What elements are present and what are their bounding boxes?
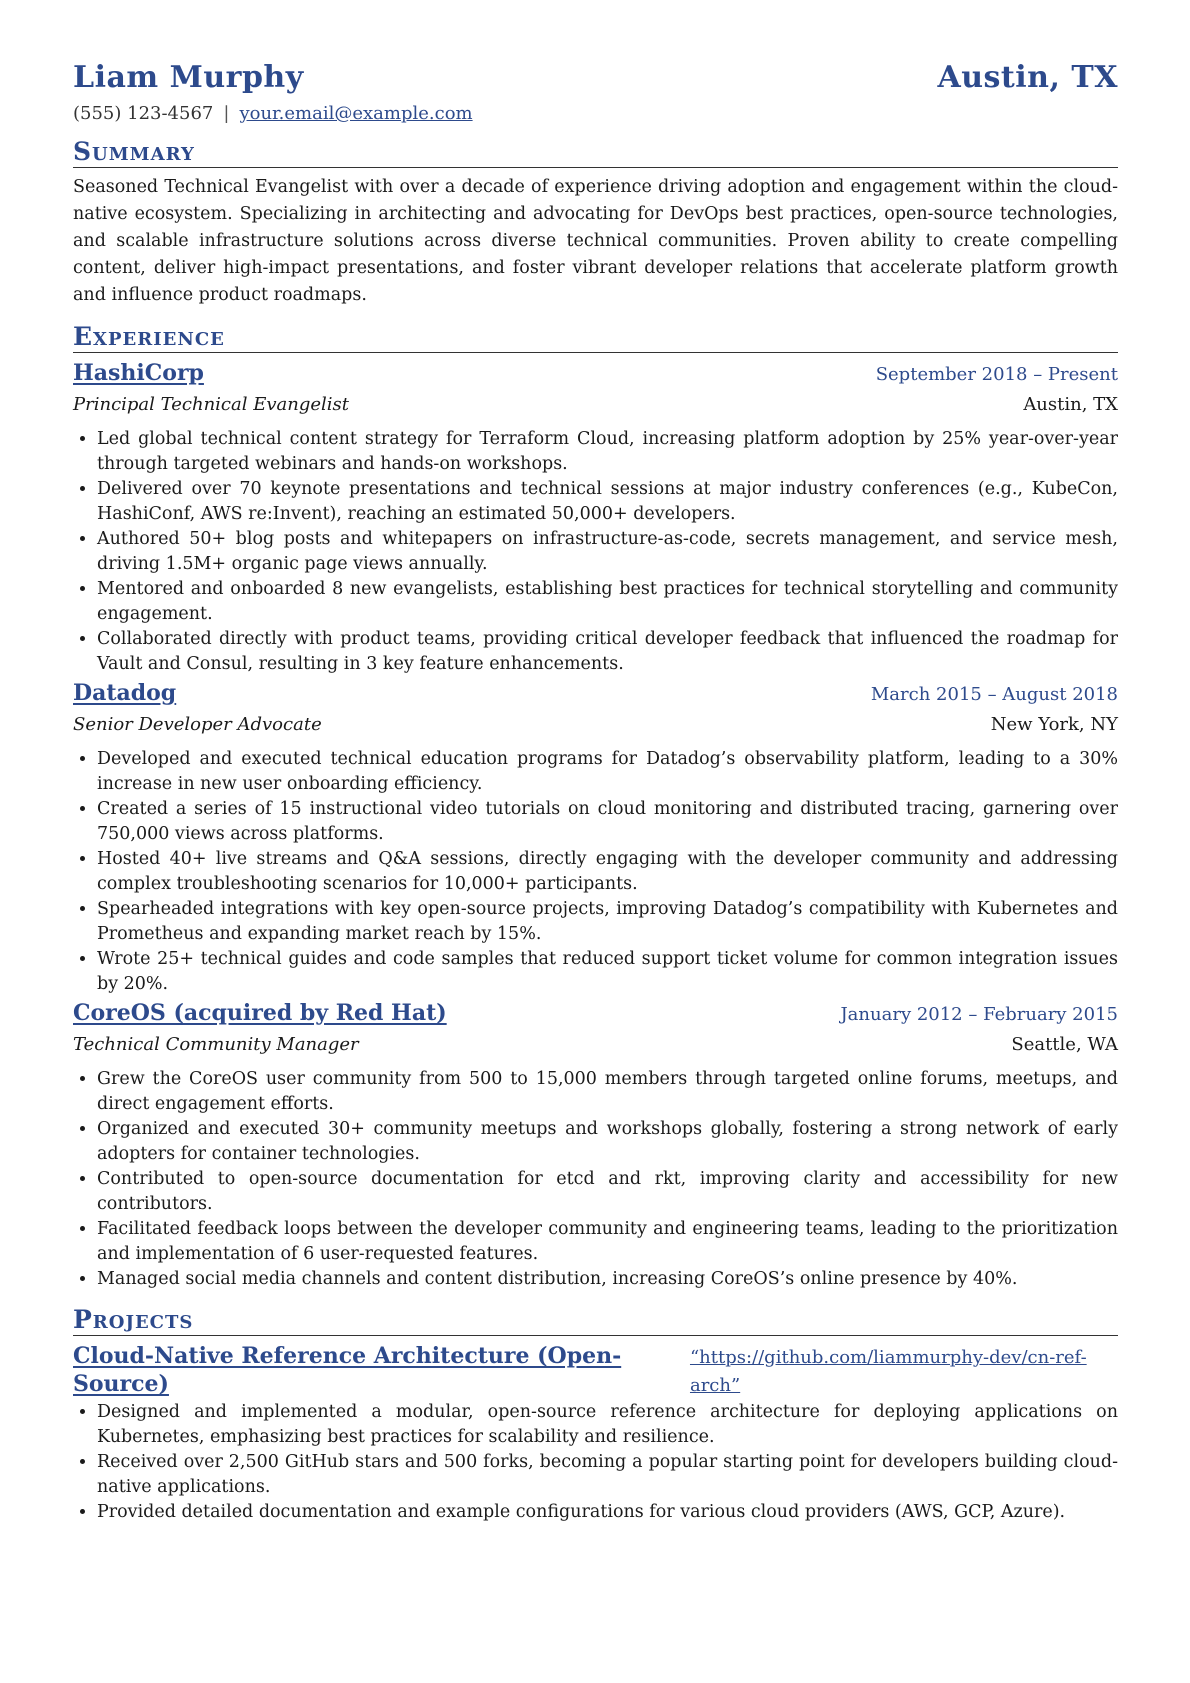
project-bullets [73, 1400, 1118, 1525]
job-title: Senior Developer Advocate [73, 714, 322, 735]
job-title: Technical Community Manager [73, 1034, 359, 1055]
candidate-name: Liam Murphy [73, 60, 304, 95]
job-location: New York, NY [990, 714, 1118, 735]
summary-text: Seasoned Technical Evangelist with over a decade of experience driving adoption and engagement within the cloud-native ecosystem. Specializing in architecting and advocating for DevOps best practices, open-source technologies, and scalable infrastructure solutions across diverse technical communities. Proven ability to create compelling content, deliver high-impact presentations, and foster vibrant developer relations that accelerate platform growth and influence product roadmaps. [73, 177, 1118, 305]
bullet-item: • Led global technical content strategy for Terraform Cloud, increasing platform adoption by 25% year-over-year through targeted webinars and hands-on workshops. [97, 427, 1118, 477]
job-bullets [73, 427, 1118, 677]
bullet-item: • Managed social media channels and content distribution, increasing CoreOS’s online presence by 40%. [97, 1267, 1118, 1292]
project-url-link[interactable]: “https://github.com/liammurphy-dev/cn-ref-arch” [689, 1347, 1087, 1396]
company-link[interactable]: HashiCorp [73, 360, 204, 386]
company-link[interactable]: CoreOS (acquired by Red Hat) [73, 1000, 447, 1026]
job-entry [73, 999, 1118, 1292]
bullet-item: • Created a series of 15 instructional video tutorials on cloud monitoring and distributed tracing, garnering over 750,000 views across platforms. [97, 797, 1118, 847]
bullet-item: • Facilitated feedback loops between the developer community and engineering teams, leading to the prioritization and implementation of 6 user-requested features. [97, 1217, 1118, 1267]
contact-line [73, 103, 1118, 124]
bullet-item: • Provided detailed documentation and example configurations for various cloud providers (AWS, GCP, Azure). [97, 1500, 1118, 1525]
bullet-item: • Delivered over 70 keynote presentations and technical sessions at major industry conferences (e.g., KubeCon, HashiConf, AWS re:Invent), reaching an estimated 50,000+ developers. [97, 477, 1118, 527]
projects-heading: Projects [73, 1306, 1118, 1336]
bullet-item: • Received over 2,500 GitHub stars and 500 forks, becoming a popular starting point for developers building cloud-native applications. [97, 1450, 1118, 1500]
bullet-item: • Contributed to open-source documentation for etcd and rkt, improving clarity and accessibility for new contributors. [97, 1167, 1118, 1217]
job-dates: January 2012 – February 2015 [840, 1004, 1118, 1025]
job-location: Austin, TX [1023, 394, 1118, 415]
job-bullets [73, 747, 1118, 997]
email-link[interactable]: your.email@example.com [239, 103, 473, 124]
company-link[interactable]: Datadog [73, 680, 177, 706]
resume-page [73, 60, 1118, 1525]
summary-heading: Summary [73, 138, 1118, 168]
job-location: Seattle, WA [1011, 1034, 1118, 1055]
phone-number: (555) 123-4567 [73, 103, 214, 124]
bullet-item: • Collaborated directly with product teams, providing critical developer feedback that influenced the roadmap for Vault and Consul, resulting in 3 key feature enhancements. [97, 627, 1118, 677]
bullet-item: • Mentored and onboarded 8 new evangelists, establishing best practices for technical storytelling and community engagement. [97, 577, 1118, 627]
job-dates: September 2018 – Present [875, 364, 1118, 385]
job-entry [73, 679, 1118, 997]
bullet-item: • Designed and implemented a modular, open-source reference architecture for deploying applications on Kubernetes, emphasizing best practices for scalability and resilience. [97, 1400, 1118, 1450]
experience-heading: Experience [73, 323, 1118, 353]
bullet-item: • Authored 50+ blog posts and whitepapers on infrastructure-as-code, secrets management, and service mesh, driving 1.5M+ organic page views annually. [97, 527, 1118, 577]
bullet-item: • Wrote 25+ technical guides and code samples that reduced support ticket volume for common integration issues by 20%. [97, 947, 1118, 997]
bullet-item: • Grew the CoreOS user community from 500 to 15,000 members through targeted online forums, meetups, and direct engagement efforts. [97, 1067, 1118, 1117]
project-name-link[interactable]: Cloud-Native Reference Architecture (Open-Source) [73, 1343, 622, 1397]
job-title: Principal Technical Evangelist [73, 394, 350, 415]
bullet-item: • Spearheaded integrations with key open-source projects, improving Datadog’s compatibility with Kubernetes and Prometheus and expanding market reach by 15%. [97, 897, 1118, 947]
bullet-item: • Hosted 40+ live streams and Q&A sessions, directly engaging with the developer community and addressing complex troubleshooting scenarios for 10,000+ participants. [97, 847, 1118, 897]
job-dates: March 2015 – August 2018 [870, 684, 1118, 705]
contact-separator: | [223, 103, 230, 124]
project-entry [73, 1342, 1118, 1525]
bullet-item: • Developed and executed technical education programs for Datadog’s observability platform, leading to a 30% increase in new user onboarding efficiency. [97, 747, 1118, 797]
candidate-location: Austin, TX [937, 60, 1118, 95]
job-bullets [73, 1067, 1118, 1292]
bullet-item: • Organized and executed 30+ community meetups and workshops globally, fostering a strong network of early adopters for container technologies. [97, 1117, 1118, 1167]
header [73, 60, 1118, 95]
job-entry [73, 359, 1118, 677]
